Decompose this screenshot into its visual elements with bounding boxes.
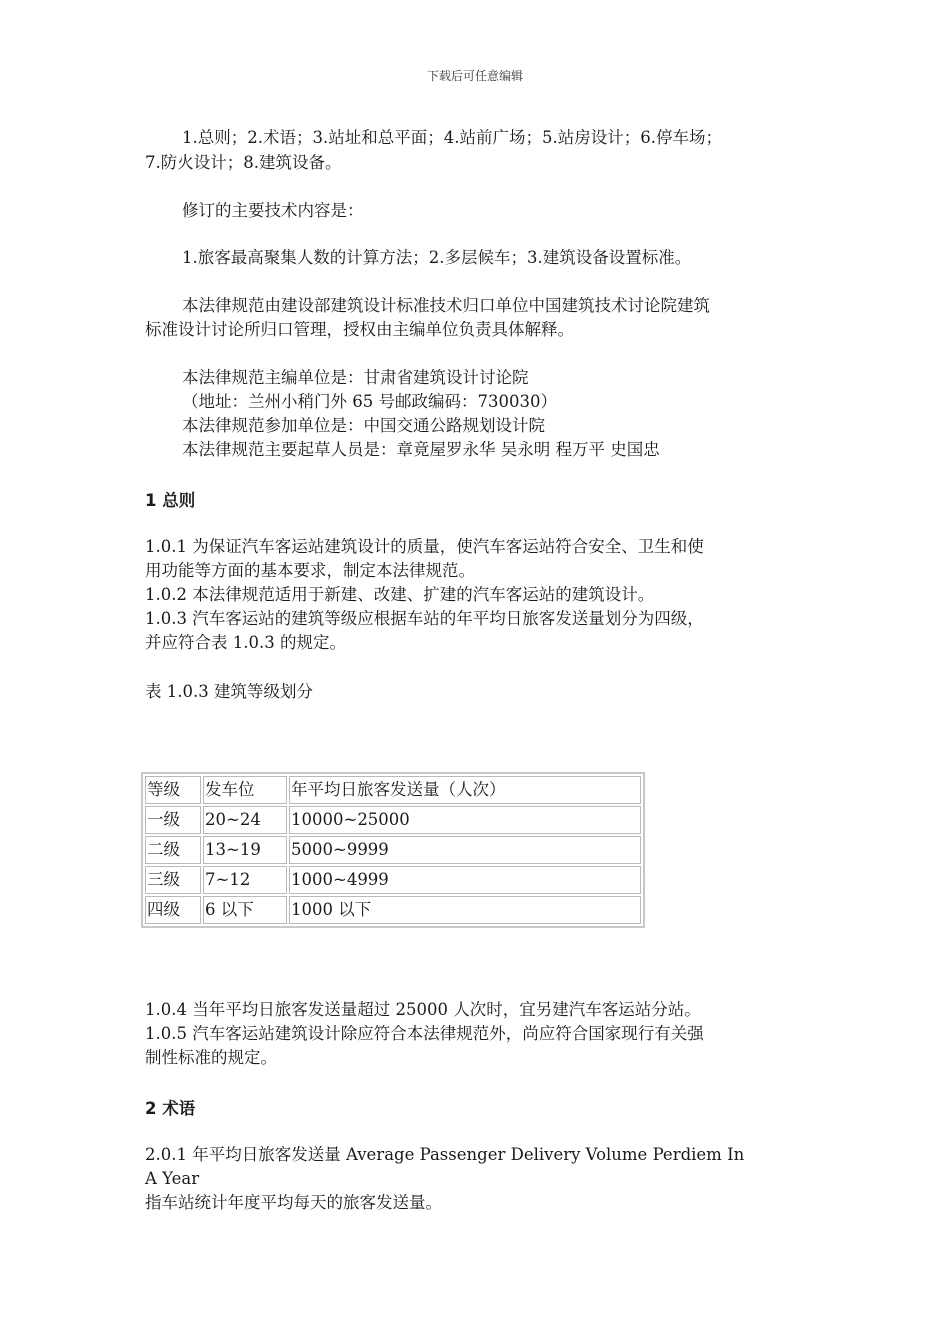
table-cell: 四级 bbox=[145, 896, 201, 924]
table-header-cell: 年平均日旅客发送量（人次） bbox=[289, 776, 641, 804]
revision-items: 1.旅客最高聚集人数的计算方法；2.多层候车；3.建筑设备设置标准。 bbox=[182, 248, 692, 267]
table-cell: 二级 bbox=[145, 836, 201, 864]
admin-line-2: 标准设计讨论所归口管理，授权由主编单位负责具体解释。 bbox=[145, 320, 574, 339]
clause-1-0-3-line-2: 并应符合表 1.0.3 的规定。 bbox=[145, 633, 346, 652]
clause-2-0-1-line-1: 2.0.1 年平均日旅客发送量 Average Passenger Delivery Volume Perdiem In bbox=[145, 1145, 745, 1164]
table-cell: 三级 bbox=[145, 866, 201, 894]
table-row bbox=[145, 866, 641, 894]
clause-2-0-1-definition: 指车站统计年度平均每天的旅客发送量。 bbox=[145, 1193, 442, 1212]
table-header-cell: 发车位 bbox=[203, 776, 287, 804]
table-cell: 6 以下 bbox=[203, 896, 287, 924]
table-cell: 一级 bbox=[145, 806, 201, 834]
table-cell: 5000~9999 bbox=[289, 836, 641, 864]
page-header: 下载后可任意编辑 bbox=[426, 69, 523, 83]
revision-heading: 修订的主要技术内容是： bbox=[182, 201, 364, 220]
clause-1-0-2: 1.0.2 本法律规范适用于新建、改建、扩建的汽车客运站的建筑设计。 bbox=[145, 585, 655, 604]
participating-unit: 本法律规范参加单位是：中国交通公路规划设计院 bbox=[182, 416, 545, 435]
table-header-row bbox=[145, 776, 641, 804]
clause-1-0-4: 1.0.4 当年平均日旅客发送量超过 25000 人次时，宜另建汽车客运站分站。 bbox=[145, 1000, 701, 1019]
table-cell: 10000~25000 bbox=[289, 806, 641, 834]
clause-1-0-3-line-1: 1.0.3 汽车客运站的建筑等级应根据车站的年平均日旅客发送量划分为四级， bbox=[145, 609, 704, 628]
contents-line-1: 1.总则；2.术语；3.站址和总平面；4.站前广场；5.站房设计；6.停车场； bbox=[182, 128, 722, 147]
chief-unit: 本法律规范主编单位是：甘肃省建筑设计讨论院 bbox=[182, 368, 529, 387]
admin-line-1: 本法律规范由建设部建筑设计标准技术归口单位中国建筑技术讨论院建筑 bbox=[182, 296, 710, 315]
table-cell: 13~19 bbox=[203, 836, 287, 864]
table-cell: 1000 以下 bbox=[289, 896, 641, 924]
table-header-cell: 等级 bbox=[145, 776, 201, 804]
clause-1-0-1-line-1: 1.0.1 为保证汽车客运站建筑设计的质量，使汽车客运站符合安全、卫生和使 bbox=[145, 537, 704, 556]
drafters: 本法律规范主要起草人员是：章竟屋罗永华 吴永明 程万平 史国忠 bbox=[182, 440, 660, 459]
section-2-heading: 2 术语 bbox=[145, 1099, 196, 1118]
table-row bbox=[145, 896, 641, 924]
table-row bbox=[145, 836, 641, 864]
table-row bbox=[145, 806, 641, 834]
grade-table bbox=[141, 772, 645, 928]
table-cell: 20~24 bbox=[203, 806, 287, 834]
clause-1-0-5-line-2: 制性标准的规定。 bbox=[145, 1048, 277, 1067]
section-1-heading: 1 总则 bbox=[145, 491, 196, 510]
table-cell: 7~12 bbox=[203, 866, 287, 894]
address: （地址：兰州小稍门外 65 号邮政编码：730030） bbox=[182, 392, 557, 411]
clause-1-0-1-line-2: 用功能等方面的基本要求，制定本法律规范。 bbox=[145, 561, 475, 580]
contents-line-2: 7.防火设计；8.建筑设备。 bbox=[145, 153, 342, 172]
table-caption: 表 1.0.3 建筑等级划分 bbox=[145, 682, 313, 701]
table-cell: 1000~4999 bbox=[289, 866, 641, 894]
clause-1-0-5-line-1: 1.0.5 汽车客运站建筑设计除应符合本法律规范外，尚应符合国家现行有关强 bbox=[145, 1024, 704, 1043]
clause-2-0-1-line-2: A Year bbox=[145, 1169, 200, 1188]
